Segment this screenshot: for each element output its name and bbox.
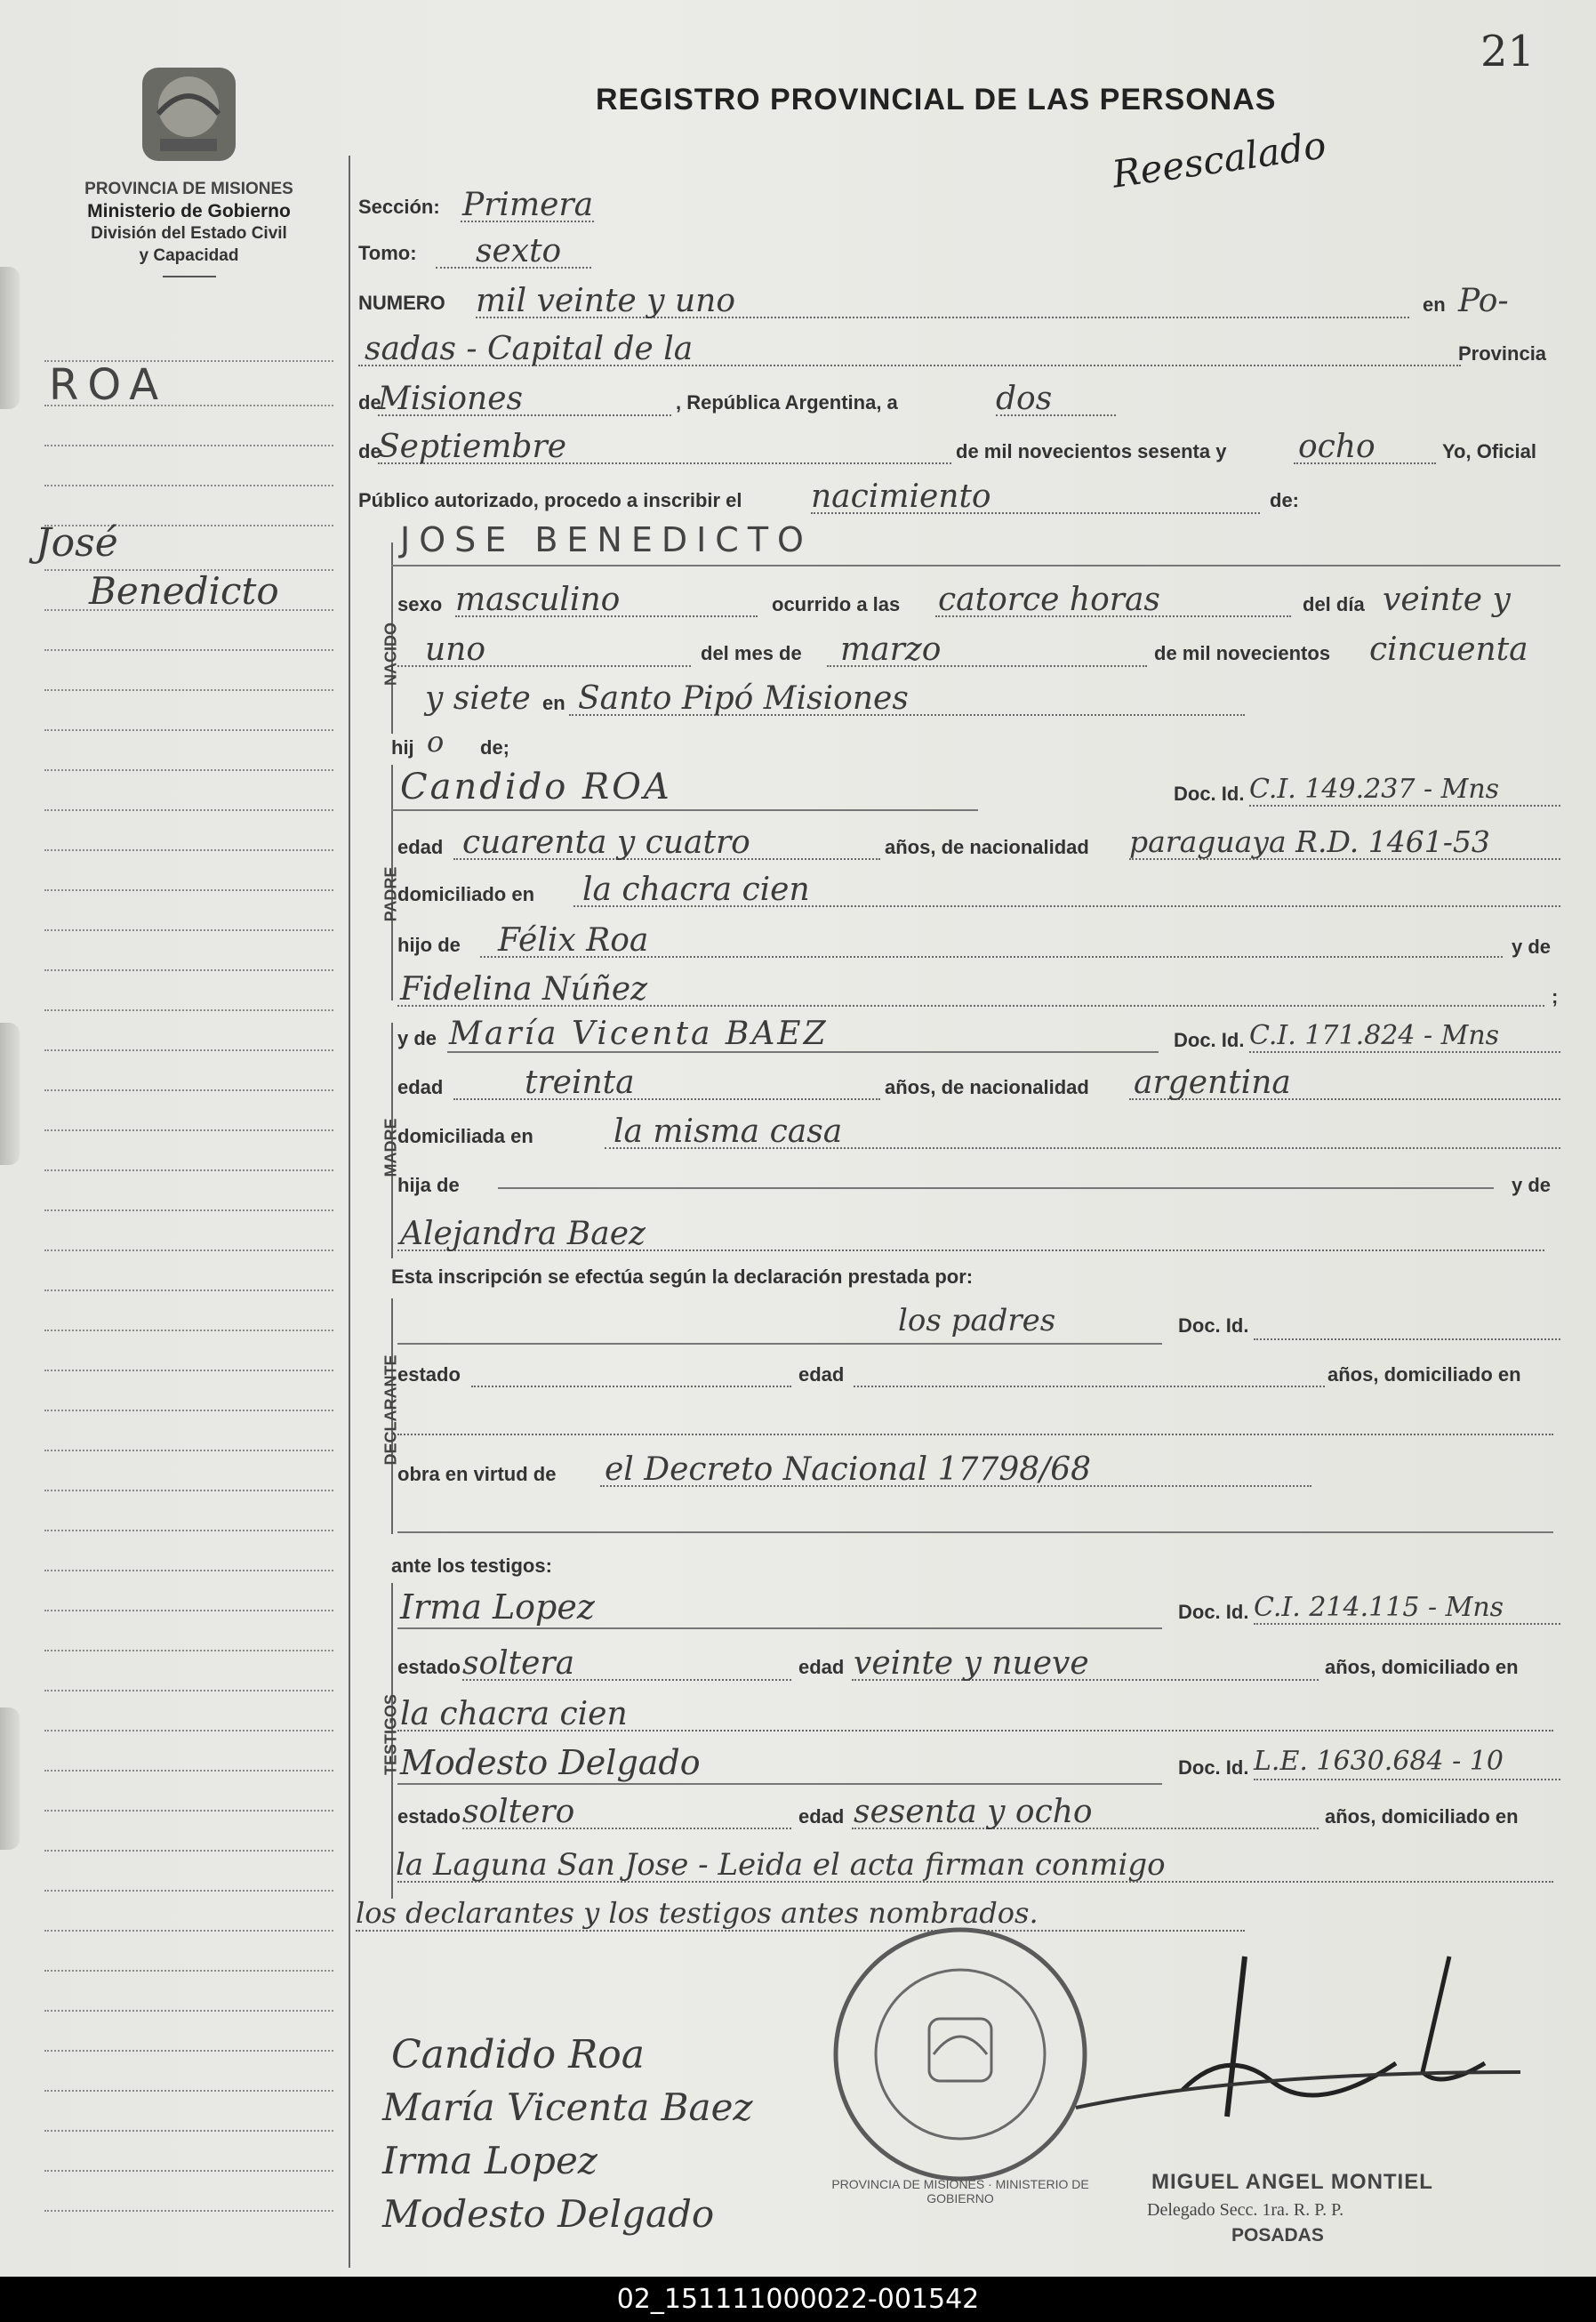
del-mes-label: del mes de bbox=[701, 642, 802, 664]
cierre-value: los declarantes y los testigos antes nombrados. bbox=[356, 1896, 1039, 1930]
coat-of-arms-icon bbox=[133, 60, 245, 172]
official-role: Delegado Secc. 1ra. R. P. P. bbox=[1147, 2200, 1344, 2220]
declarante-value: los padres bbox=[898, 1303, 1056, 1338]
testigo1-value: Irma Lopez bbox=[400, 1587, 595, 1627]
decreto-value: el Decreto Nacional 17798/68 bbox=[605, 1451, 1092, 1488]
padre-nac-value: paraguaya R.D. 1461-53 bbox=[1129, 824, 1490, 859]
testigo1-doc-value: C.I. 214.115 - Mns bbox=[1254, 1592, 1504, 1623]
signature-witness-2: Modesto Delgado bbox=[382, 2192, 715, 2236]
testigo2-value: Modesto Delgado bbox=[400, 1743, 701, 1782]
margin-given-2: Benedicto bbox=[89, 569, 279, 613]
tomo-value: sexto bbox=[476, 233, 562, 269]
madre-nac-label: años, de nacionalidad bbox=[885, 1076, 1089, 1098]
declarante-dom-label: años, domiciliado en bbox=[1327, 1363, 1521, 1386]
nacido-side-label: NACIDO bbox=[381, 623, 400, 686]
de-mil-label: de mil novecientos sesenta y bbox=[956, 440, 1227, 462]
madre-dom-label: domiciliada en bbox=[397, 1125, 533, 1147]
de-label-2: de bbox=[358, 440, 381, 462]
lugar-value: sadas - Capital de la bbox=[365, 331, 694, 367]
tomo-label: Tomo: bbox=[358, 242, 417, 264]
dia-nac-value: veinte y bbox=[1383, 582, 1511, 618]
lugar-nac-value: Santo Pipó Misiones bbox=[578, 680, 909, 717]
margin-given-1: José bbox=[36, 520, 118, 566]
madre-edad-label: edad bbox=[397, 1076, 444, 1098]
mes-value: Septiembre bbox=[378, 429, 566, 465]
testigo1-edad-value: veinte y nueve bbox=[854, 1645, 1089, 1682]
archive-id-footer: 02_151111000022-001542 bbox=[0, 2277, 1596, 2322]
hijo-de-label: hijo de bbox=[397, 934, 461, 956]
testigo2-estado-value: soltero bbox=[462, 1794, 575, 1830]
padre-doc-label: Doc. Id. bbox=[1174, 783, 1245, 805]
testigo2-edad-label: edad bbox=[798, 1805, 845, 1828]
agency-division: División del Estado Civil bbox=[91, 224, 287, 243]
provincia-value: Misiones bbox=[378, 381, 524, 417]
testigos-side-label: TESTIGOS bbox=[381, 1694, 400, 1776]
acto-value: nacimiento bbox=[811, 478, 991, 515]
seccion-value: Primera bbox=[462, 187, 594, 223]
numero-value: mil veinte y uno bbox=[476, 283, 735, 319]
yo-oficial-label: Yo, Oficial bbox=[1442, 440, 1536, 462]
declarante-edad-label: edad bbox=[798, 1363, 845, 1386]
testigo1-edad-label: edad bbox=[798, 1656, 845, 1678]
testigo2-dom-label: años, domiciliado en bbox=[1325, 1805, 1519, 1828]
reescalado-stamp: Reescalado bbox=[1109, 123, 1329, 197]
abuela-m-value: Alejandra Baez bbox=[400, 1216, 646, 1252]
en-value: Po- bbox=[1458, 283, 1509, 319]
del-dia-label: del día bbox=[1303, 593, 1365, 615]
y-de-label: y de bbox=[1512, 936, 1552, 958]
testigo1-dom-label: años, domiciliado en bbox=[1325, 1656, 1519, 1678]
agency-capacity: y Capacidad bbox=[139, 246, 239, 265]
binder-ring bbox=[0, 1023, 20, 1165]
madre-doc-value: C.I. 171.824 - Mns bbox=[1249, 1020, 1500, 1051]
testigos-label: ante los testigos: bbox=[391, 1555, 552, 1577]
madre-side-label: MADRE bbox=[381, 1118, 400, 1177]
testigo1-estado-value: soltera bbox=[462, 1645, 575, 1682]
testigo2-doc-value: L.E. 1630.684 - 10 bbox=[1254, 1746, 1504, 1777]
madre-dom-value: la misma casa bbox=[614, 1113, 843, 1150]
hijo-label: hij bbox=[391, 736, 414, 759]
dia-nac-2-value: uno bbox=[425, 631, 486, 668]
ydee-label: y de bbox=[397, 1027, 437, 1049]
abuela-value: Fidelina Núñez bbox=[400, 971, 648, 1008]
declarante-doc-label: Doc. Id. bbox=[1178, 1314, 1249, 1337]
signature-father: Candido Roa bbox=[391, 2032, 645, 2077]
abuelo-value: Félix Roa bbox=[498, 922, 649, 959]
padre-nac-label: años, de nacionalidad bbox=[885, 836, 1089, 858]
obra-label: obra en virtud de bbox=[397, 1463, 557, 1485]
hijo-suffix: o bbox=[427, 725, 445, 759]
de-label: de bbox=[358, 391, 381, 414]
nombre-value: JOSE BENEDICTO bbox=[400, 520, 813, 559]
sexo-value: masculino bbox=[455, 582, 621, 618]
en-label: en bbox=[1423, 293, 1446, 316]
seal-text: PROVINCIA DE MISIONES · MINISTERIO DE GOBIERNO bbox=[831, 2177, 1089, 2205]
anio-value: ocho bbox=[1298, 429, 1375, 465]
hora-value: catorce horas bbox=[938, 582, 1160, 618]
margin-surname: ROA bbox=[49, 360, 168, 410]
testigo2-dom-value: la Laguna San Jose - Leida el acta firman conmigo bbox=[396, 1847, 1166, 1883]
declarante-side-label: DECLARANTE bbox=[381, 1354, 400, 1466]
page-title: REGISTRO PROVINCIAL DE LAS PERSONAS bbox=[596, 83, 1277, 117]
madre-nombre-value: María Vicenta BAEZ bbox=[449, 1016, 829, 1052]
binder-ring bbox=[0, 1707, 20, 1850]
padre-edad-value: cuarenta y cuatro bbox=[462, 824, 750, 861]
republica-label: , República Argentina, a bbox=[676, 391, 898, 414]
de-semi-label: de; bbox=[480, 736, 509, 759]
agency-province: PROVINCIA DE MISIONES bbox=[84, 180, 293, 198]
testigo2-estado-label: estado bbox=[397, 1805, 461, 1828]
mes-nac-value: marzo bbox=[840, 631, 942, 668]
binder-ring bbox=[0, 267, 20, 409]
official-signature-icon bbox=[1023, 1939, 1556, 2152]
agency-ministry: Ministerio de Gobierno bbox=[87, 201, 291, 221]
testigo1-estado-label: estado bbox=[397, 1656, 461, 1678]
testigo2-edad-value: sesenta y ocho bbox=[854, 1794, 1093, 1830]
anio-nac-value: cincuenta bbox=[1369, 631, 1528, 668]
padre-dom-value: la chacra cien bbox=[582, 872, 810, 908]
provincia-label: Provincia bbox=[1458, 342, 1547, 365]
page-number: 21 bbox=[1480, 27, 1536, 76]
signature-witness-1: Irma Lopez bbox=[382, 2139, 597, 2182]
dia-value: dos bbox=[996, 381, 1053, 417]
publico-label: Público autorizado, procedo a inscribir el bbox=[358, 489, 742, 511]
ocurrido-label: ocurrido a las bbox=[772, 593, 901, 615]
official-name: MIGUEL ANGEL MONTIEL bbox=[1151, 2170, 1433, 2194]
declarante-estado-label: estado bbox=[397, 1363, 461, 1386]
de-mil-nov-label: de mil novecientos bbox=[1154, 642, 1331, 664]
padre-edad-label: edad bbox=[397, 836, 444, 858]
inscripcion-label: Esta inscripción se efectúa según la declaración prestada por: bbox=[391, 1265, 974, 1288]
padre-dom-label: domiciliado en bbox=[397, 883, 535, 905]
numero-label: NUMERO bbox=[358, 292, 445, 314]
official-city: POSADAS bbox=[1231, 2225, 1324, 2246]
sexo-label: sexo bbox=[397, 593, 443, 615]
testigo2-doc-label: Doc. Id. bbox=[1178, 1756, 1249, 1779]
semicolon-label: ; bbox=[1552, 985, 1559, 1008]
en-nac-label: en bbox=[542, 692, 565, 714]
anio-nac-2-value: y siete bbox=[425, 680, 531, 717]
y-de-label-2: y de bbox=[1512, 1174, 1552, 1196]
testigo1-doc-label: Doc. Id. bbox=[1178, 1601, 1249, 1623]
padre-side-label: PADRE bbox=[381, 866, 400, 922]
signature-mother: María Vicenta Baez bbox=[382, 2085, 753, 2129]
madre-edad-value: treinta bbox=[525, 1065, 635, 1101]
madre-nac-value: argentina bbox=[1134, 1065, 1291, 1101]
seccion-label: Sección: bbox=[358, 196, 440, 218]
madre-doc-label: Doc. Id. bbox=[1174, 1029, 1245, 1051]
testigo1-dom-value: la chacra cien bbox=[400, 1696, 628, 1732]
de-colon-label: de: bbox=[1270, 489, 1299, 511]
padre-nombre-value: Candido ROA bbox=[400, 767, 672, 807]
padre-doc-value: C.I. 149.237 - Mns bbox=[1249, 774, 1500, 805]
hija-de-label: hija de bbox=[397, 1174, 460, 1196]
